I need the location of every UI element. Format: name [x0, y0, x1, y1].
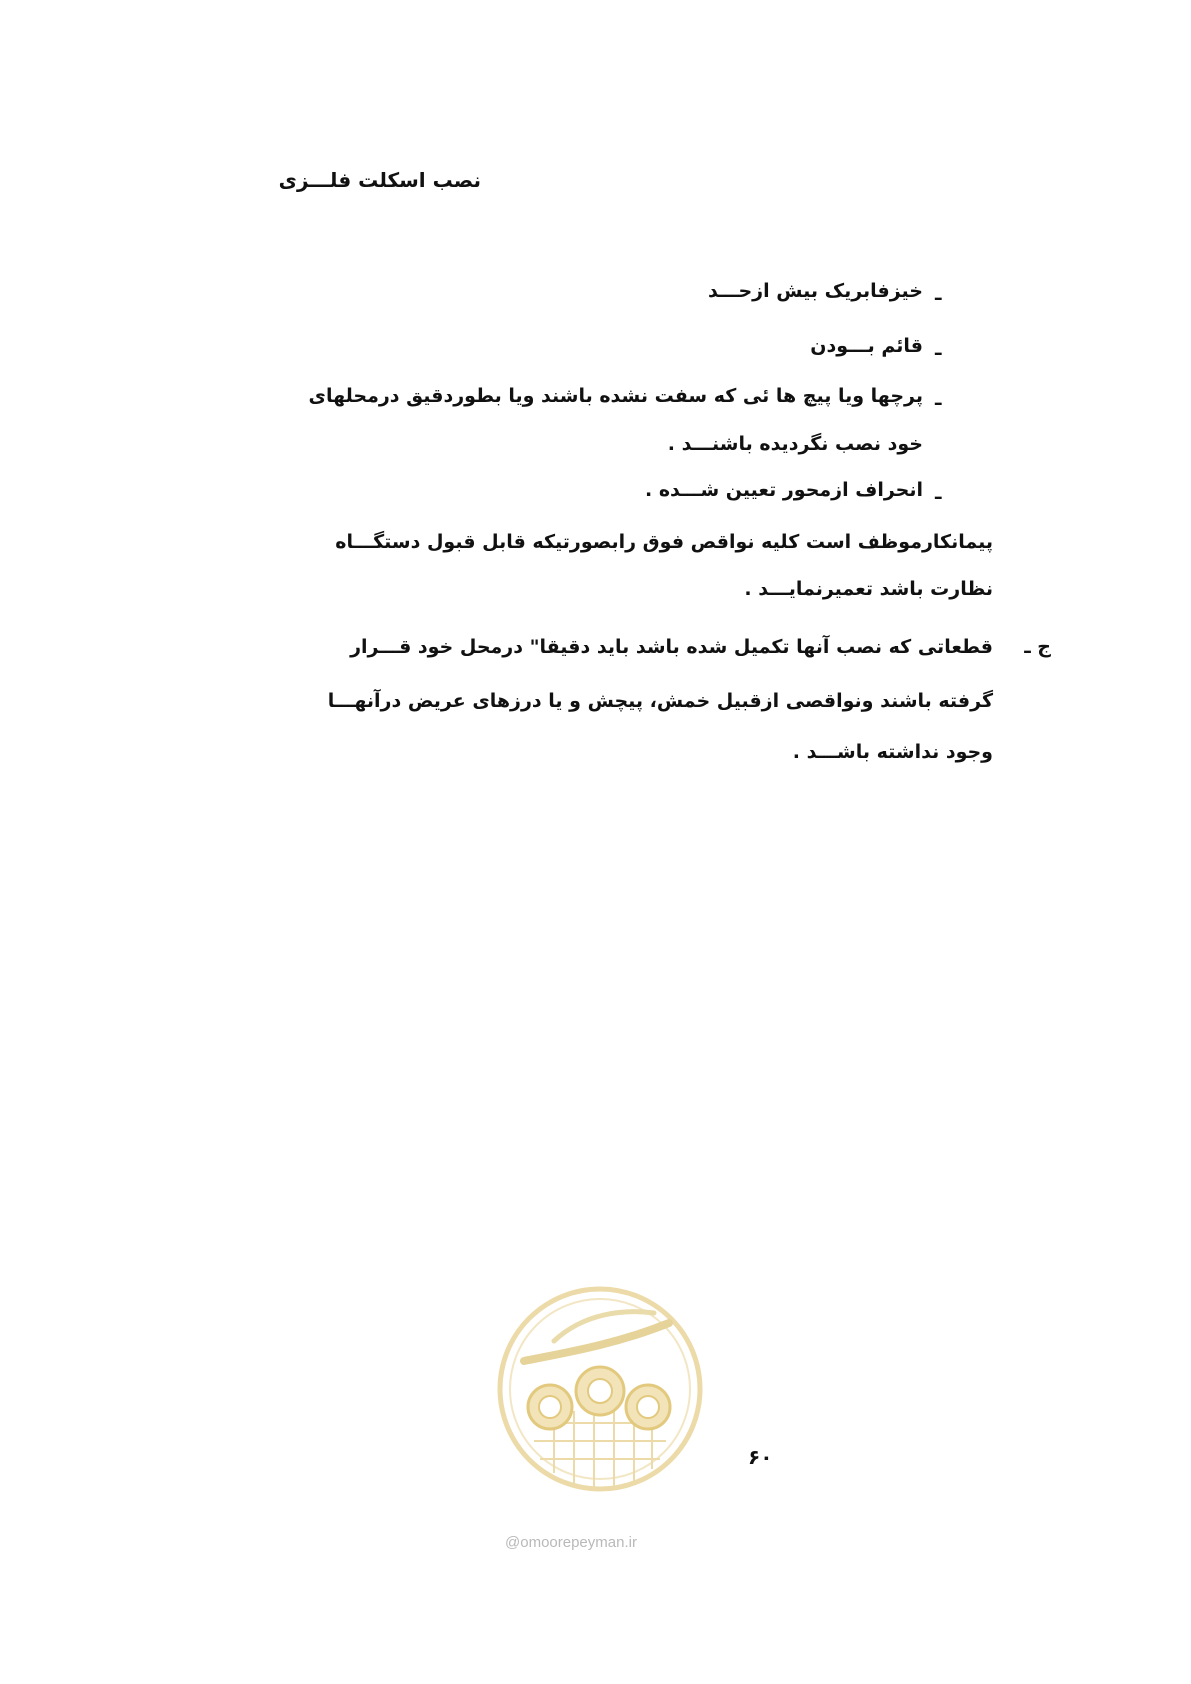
page-number: ۶۰ [748, 1445, 773, 1469]
bullet-item-3: پرچها ویا پیچ ها ئی که سفت نشده باشند ویا بطوردقیق درمحلهای [308, 385, 923, 407]
section-line-2: گرفته باشند ونواقصی ازقبیل خمش، پیچش و یا درزهای عریض درآنهـــا [327, 690, 993, 712]
section-line-1: قطعاتی که نصب آنها تکمیل شده باشد باید دقیقا" درمحل خود قـــرار [350, 636, 993, 658]
bullet-item-1: خیزفابریک بیش ازحـــد [708, 280, 923, 302]
section-line-3: وجود نداشته باشـــد . [792, 741, 993, 763]
bullet-item-2: قائم بـــودن [810, 335, 923, 357]
watermark-url: @omoorepeyman.ir [505, 1534, 637, 1551]
paragraph-line-2: نظارت باشد تعمیرنمایـــد . [744, 578, 993, 600]
section-marker: ج ـ [1024, 636, 1051, 658]
bullet-dash: ـ [935, 283, 942, 305]
bullet-item-3-continued: خود نصب نگردیده باشنـــد . [667, 433, 923, 455]
bullet-dash: ـ [935, 482, 942, 504]
bullet-dash: ـ [935, 338, 942, 360]
bullet-item-4: انحراف ازمحور تعیین شـــده . [644, 479, 923, 501]
watermark-seal-logo [494, 1283, 706, 1495]
bullet-dash: ـ [935, 388, 942, 410]
section-title: نصب اسکلت فلـــزی [278, 168, 481, 192]
paragraph-line-1: پیمانکارموظف است کلیه نواقص فوق رابصورتیکه قابل قبول دستگـــاه [335, 531, 993, 553]
